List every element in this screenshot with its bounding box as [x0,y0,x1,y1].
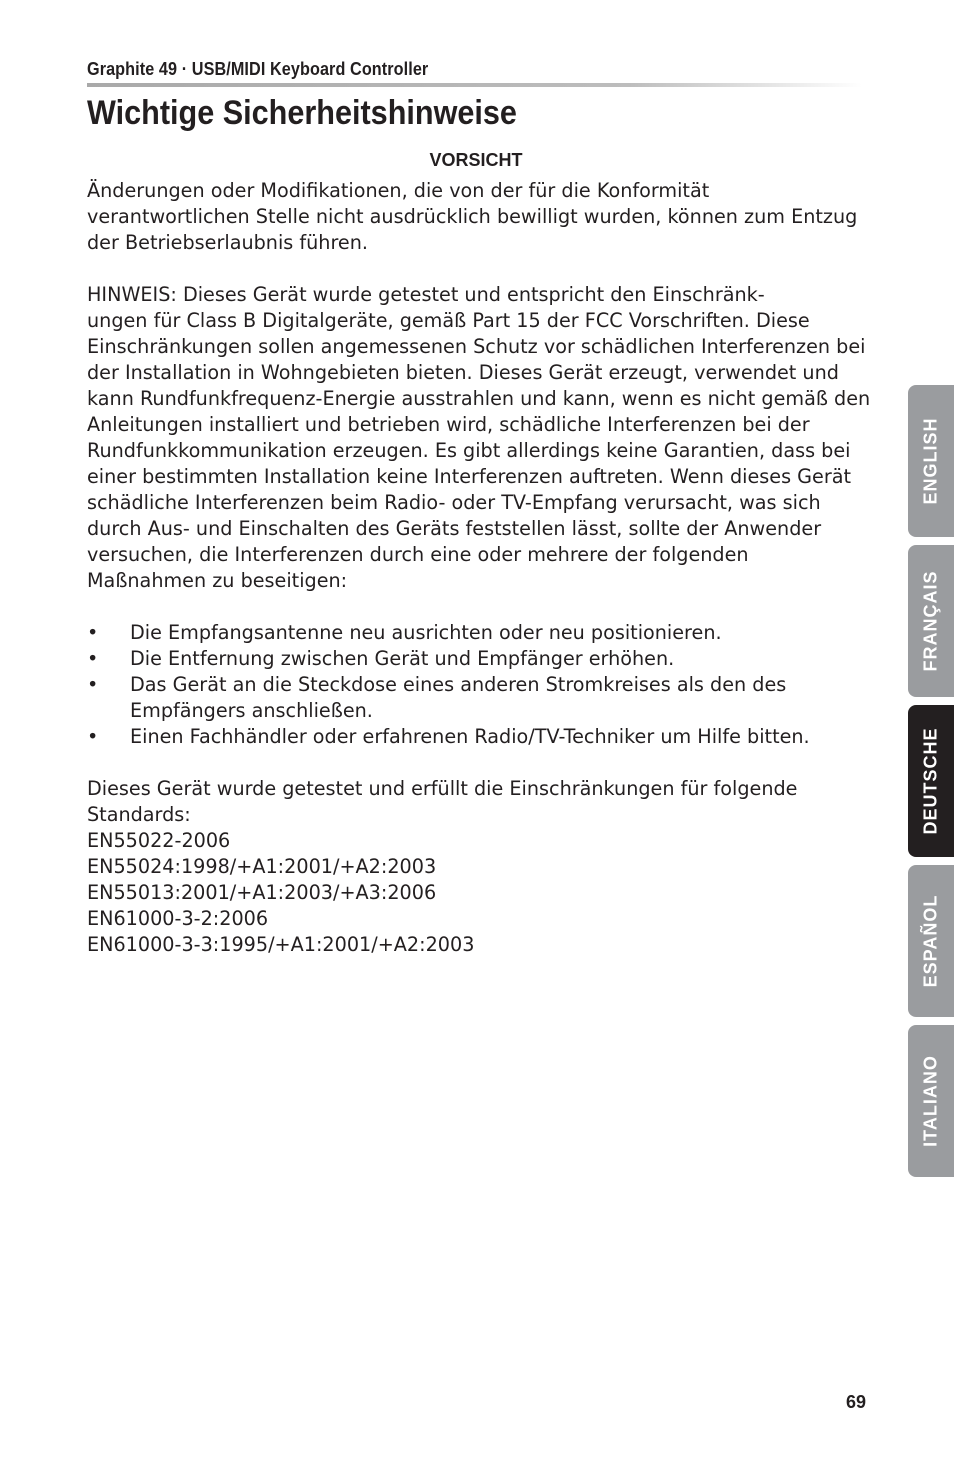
page-title: Wichtige Sicherheitshinweise [87,94,517,132]
standards-intro: Dieses Gerät wurde getestet und erfüllt die Einschränkungen für folgende Standards: [87,777,798,826]
bullet-icon: • [87,725,99,748]
standard-item: EN61000-3-3:1995/+A1:2001/+A2:2003 [87,933,475,956]
paragraph-gap [87,594,872,620]
tab-label: FRANÇAIS [920,570,941,672]
tab-label: DEUTSCHE [920,727,941,835]
page-number: 69 [846,1392,867,1412]
header-rule [87,83,862,87]
running-header-title: Graphite 49 · USB/MIDI Keyboard Controller [87,59,429,79]
standard-item: EN55022-2006 [87,829,231,852]
tab-francais[interactable] [908,545,954,697]
tab-espanol[interactable] [908,865,954,1017]
standard-item: EN61000-3-2:2006 [87,907,269,930]
running-header [87,57,862,81]
list-item-text: Das Gerät an die Steckdose eines anderen Stromkreises als den des Empfängers anschließen. [130,673,787,722]
list-item [87,672,872,724]
list-item-text: Die Entfernung zwischen Gerät und Empfänger erhöhen. [130,647,675,670]
tab-label: ESPAÑOL [920,894,941,988]
paragraph-gap [87,750,872,776]
list-item [87,620,872,646]
tab-english[interactable] [908,385,954,537]
caution-paragraph: Änderungen oder Modifikationen, die von der für die Konformität verantwortlichen Stelle nicht ausdrücklich bewilligt wurden, können zum Entzug der Betriebserlaubnis führen. [87,179,858,254]
tab-deutsche[interactable] [908,705,954,857]
list-item-text: Einen Fachhändler oder erfahrenen Radio/TV-Techniker um Hilfe bitten. [130,725,810,748]
bullet-icon: • [87,621,99,644]
tab-label: ENGLISH [920,417,941,505]
standard-item: EN55013:2001/+A1:2003/+A3:2006 [87,881,437,904]
bullet-icon: • [87,673,99,696]
bullet-icon: • [87,647,99,670]
section-label-caution: VORSICHT [429,150,523,170]
tab-italiano[interactable] [908,1025,954,1177]
notice-line: ungen für Class B Digitalgeräte, gemäß Part 15 der FCC Vorschriften. Diese Einschränkungen sollen angemessenen Schutz vor schädlichen Interferenzen bei der Installation in Wohngebieten bieten. Dieses Gerät erzeugt, verwendet und kann Rundfunkfrequenz-Energie ausstrahlen und kann, wenn es nicht gemäß den Anleitungen installiert und betrieben wird, schädliche Interferenzen bei der Rundfunkkommunikation erzeugen. Es gibt allerdings keine Garantien, dass bei einer bestimmten Installation keine Interferenzen auftreten. Wenn dieses Gerät schädliche Interferenzen beim Radio- oder TV-Empfang verursacht, was sich durch Aus- und Einschalten des Geräts feststellen lässt, sollte der Anwender versuchen, die Interferenzen durch eine oder mehrere der folgenden Maßnahmen zu beseitigen: [87,309,871,592]
standard-item: EN55024:1998/+A1:2001/+A2:2003 [87,855,437,878]
standards-list [87,828,872,958]
list-item [87,646,872,672]
notice-paragraph [87,282,872,594]
notice-line: HINWEIS: Dieses Gerät wurde getestet und entspricht den Einschränk- [87,283,765,306]
list-item-text: Die Empfangsantenne neu ausrichten oder neu positionieren. [130,621,722,644]
tab-label: ITALIANO [920,1055,941,1147]
measures-list [87,620,872,750]
paragraph-gap [87,256,872,282]
list-item [87,724,872,750]
body-content [87,178,872,958]
